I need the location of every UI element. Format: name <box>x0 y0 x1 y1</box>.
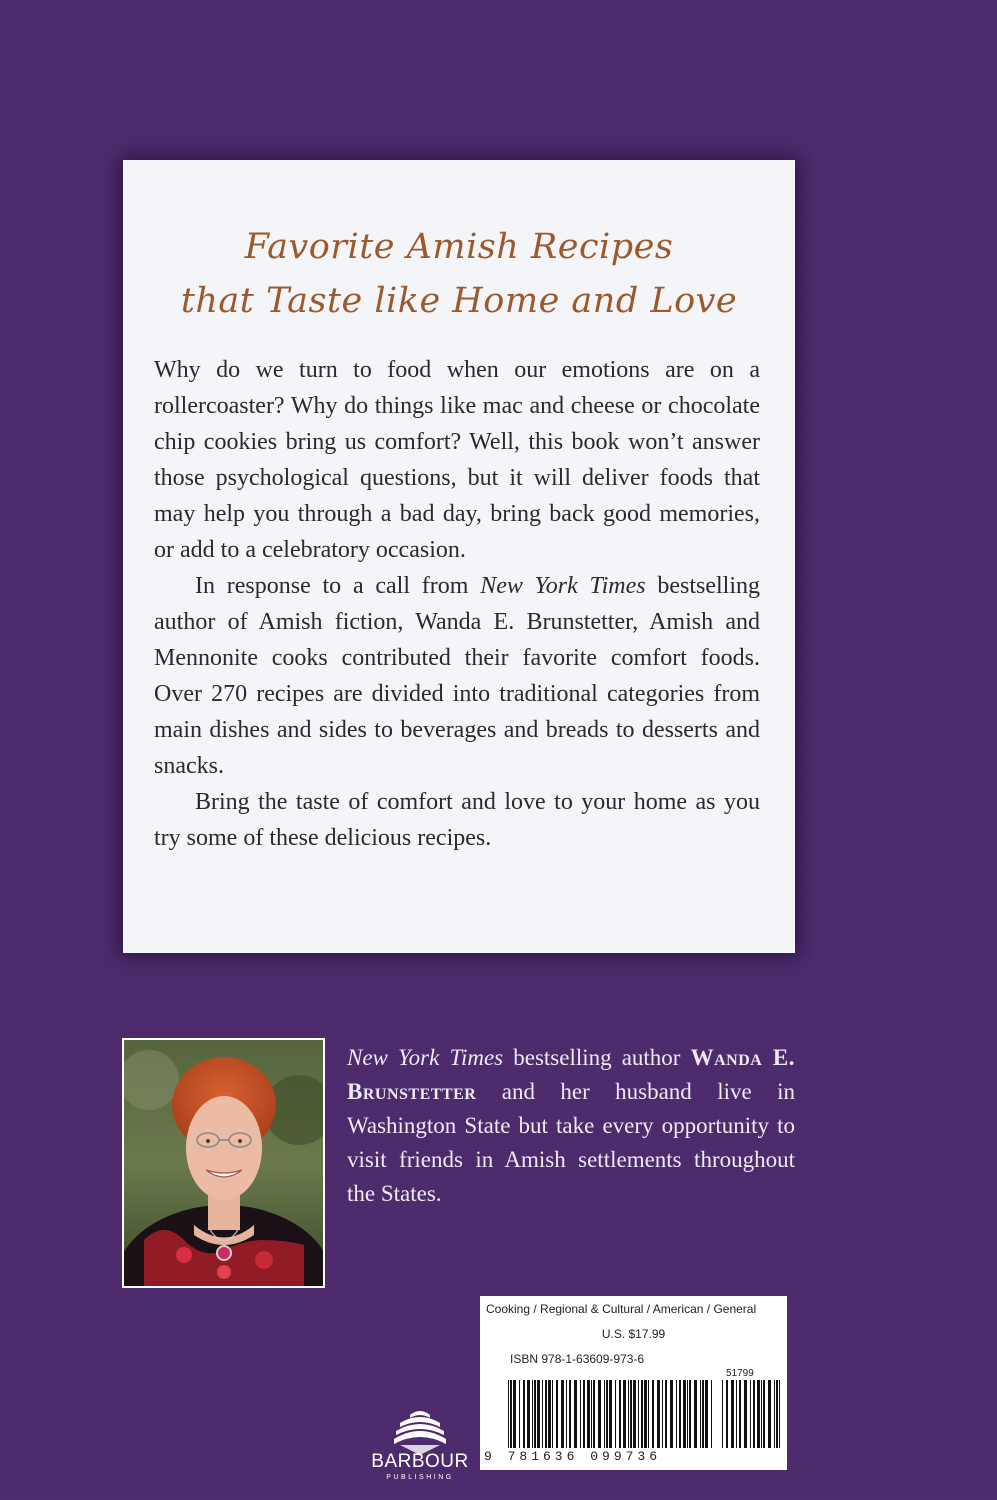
p2-text-after: bestselling author of Amish fiction, Wanda E. Brunstetter, Amish and Mennonite cooks contributed their favorite comfort foods. Over 270 recipes are divided into traditional categories from main dishes and sides to beverages and breads to desserts and snacks. <box>154 573 760 779</box>
author-name: Wanda E. Brunstetter <box>347 1045 795 1104</box>
back-cover-blurb-panel <box>123 160 795 953</box>
bio-text-1: bestselling author <box>503 1045 691 1070</box>
bio-text-2: and her husband live in Washington State but take every opportunity to visit friends in Amish settlements throughout the States. <box>347 1079 795 1206</box>
barcode-addon-number: 51799 <box>726 1368 754 1379</box>
barcode-addon <box>722 1380 780 1448</box>
p2-text-before: In response to a call from <box>195 573 481 599</box>
isbn: ISBN 978-1-63609-973-6 <box>510 1352 645 1366</box>
tagline-line-2: that Taste like Home and Love <box>180 281 738 321</box>
description-paragraph-1: Why do we turn to food when our emotions are on a rollercoaster? Why do things like mac and cheese or chocolate chip cookies bring us comfort? Well, this book won’t answer those psychological questions, but it will deliver foods that may help you through a bad day, bring back good memories, or add to a celebratory occasion. <box>154 357 760 563</box>
book-price: U.S. $17.99 <box>601 1327 666 1341</box>
description-paragraph-3: Bring the taste of comfort and love to your home as you try some of these delicious recipes. <box>154 789 760 851</box>
bio-newspaper-title: New York Times <box>347 1045 504 1070</box>
publisher-name: BARBOUR <box>371 1451 469 1472</box>
description <box>154 352 760 856</box>
tagline-line-1: Favorite Amish Recipes <box>244 227 674 267</box>
barcode-digits: 9 781636 099736 <box>484 1449 714 1464</box>
description-paragraph-2 <box>154 568 760 784</box>
publisher-sub: PUBLISHING <box>386 1474 454 1481</box>
author-bio <box>347 1041 795 1211</box>
author-photo <box>122 1038 325 1288</box>
barcode-main <box>508 1380 713 1448</box>
p2-newspaper-title: New York Times <box>480 573 646 599</box>
book-category: Cooking / Regional & Cultural / American / General <box>486 1302 757 1316</box>
barcode-label <box>480 1296 787 1470</box>
